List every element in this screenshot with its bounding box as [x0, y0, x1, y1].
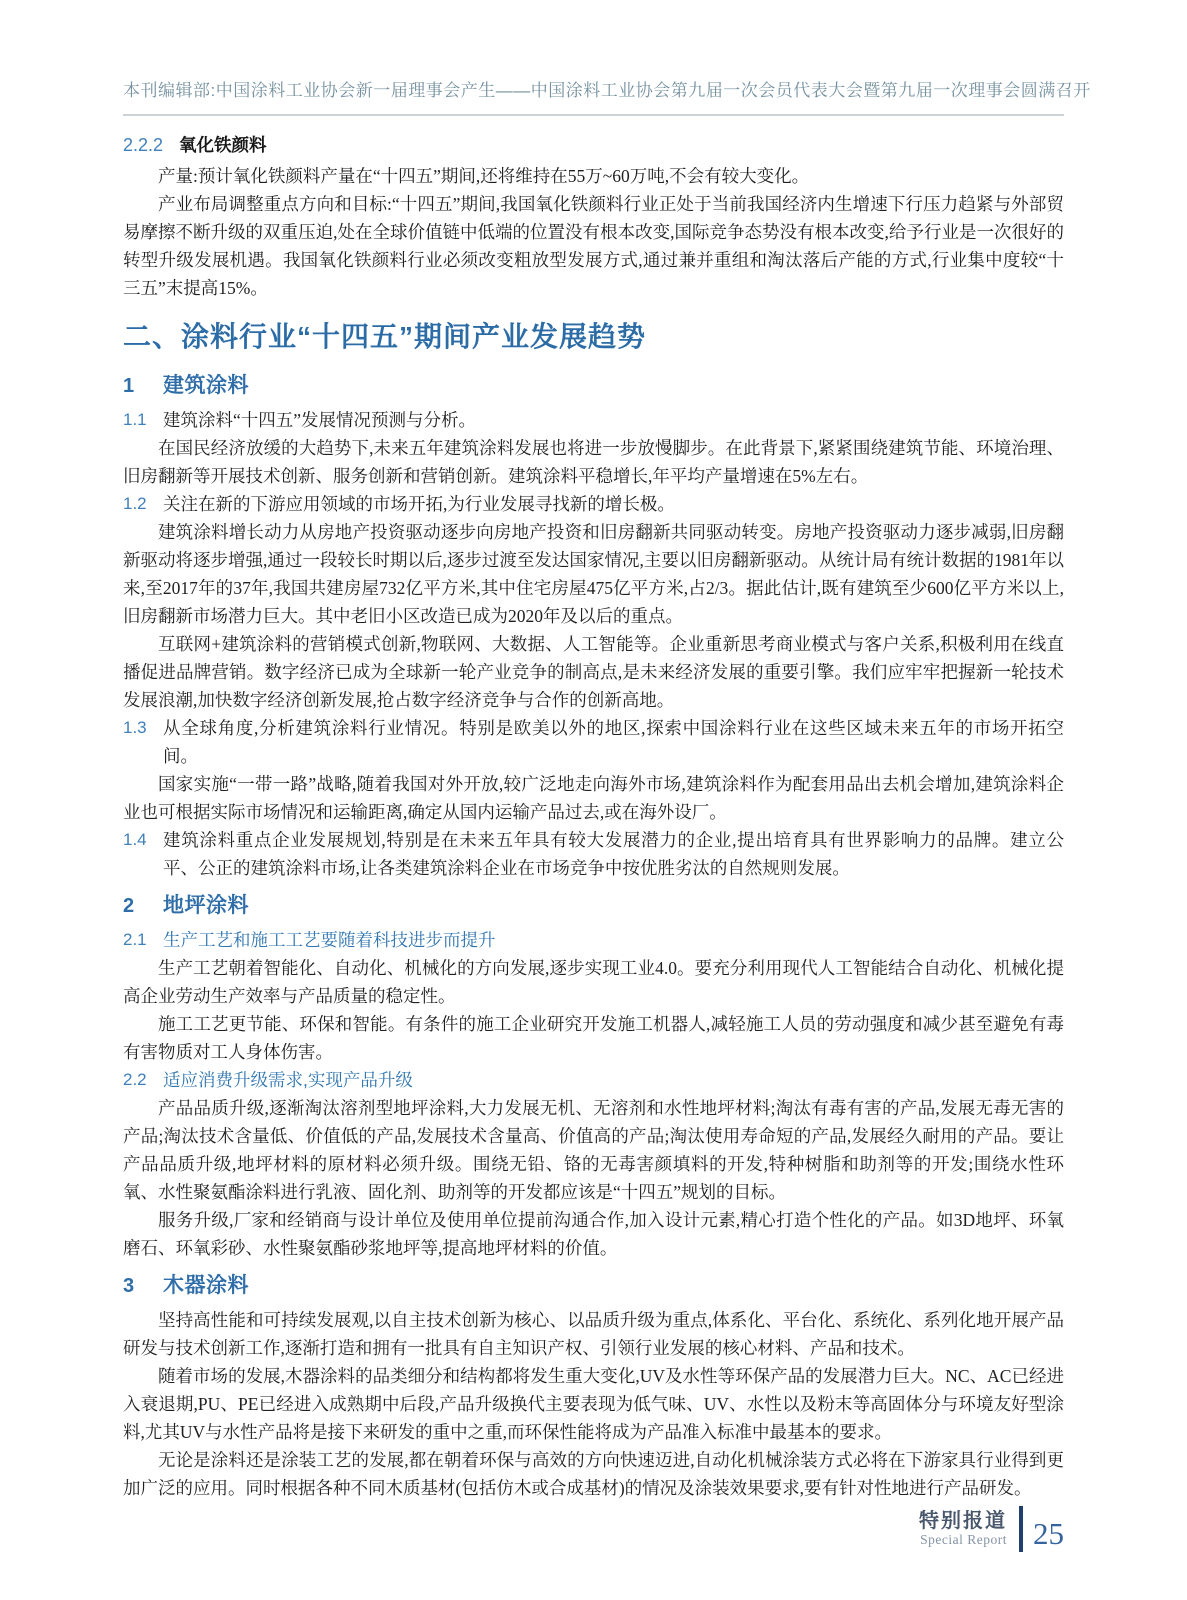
body-paragraph: 产品品质升级,逐渐淘汰溶剂型地坪涂料,大力发展无机、无溶剂和水性地坪材料;淘汰有毒有害的产品,发展无毒无害的产品;淘汰技术含量低、价值低的产品,发展技术含量高、价值高的产品;淘汰使用寿命短的产品,发展经久耐用的产品。要让产品品质升级,地坪材料的原材料必须升级。围绕无铅、铬的无毒害颜填料的开发,特种树脂和助剂等的开发;围绕水性环氧、水性聚氨酯涂料进行乳液、固化剂、助剂等的开发都应该是“十四五”规划的目标。: [123, 1098, 1064, 1202]
numbered-subheading-2-1: [123, 926, 1064, 954]
page-footer: [919, 1506, 1064, 1552]
section-number: 1: [123, 375, 135, 397]
item-text: 适应消费升级需求,实现产品升级: [163, 1070, 413, 1090]
body-paragraph: 无论是涂料还是涂装工艺的发展,都在朝着环保与高效的方向快速迈进,自动化机械涂装方式必将在下游家具行业得到更加广泛的应用。同时根据各种不同木质基材(包括仿木或合成基材)的情况及涂装效果要求,要有针对性地进行产品研发。: [123, 1450, 1064, 1498]
item-text: 从全球角度,分析建筑涂料行业情况。特别是欧美以外的地区,探索中国涂料行业在这些区域未来五年的市场开拓空间。: [163, 718, 1064, 766]
item-number: 1.3: [123, 718, 147, 737]
section-heading-2: [123, 890, 1064, 922]
footer-section-en: Special Report: [920, 1532, 1007, 1547]
item-number: 2.2: [123, 1070, 147, 1089]
body-paragraph: 随着市场的发展,木器涂料的品类细分和结构都将发生重大变化,UV及水性等环保产品的发展潜力巨大。NC、AC已经进入衰退期,PU、PE已经进入成熟期中后段,产品升级换代主要表现为低气味、UV、水性以及粉末等高固体分与环境友好型涂料,尤其UV与水性产品将是接下来研发的重中之重,而环保性能将成为产品准入标准中最基本的要求。: [123, 1366, 1064, 1442]
section-number: 2: [123, 895, 135, 917]
chapter-heading: 二、涂料行业“十四五”期间产业发展趋势: [123, 321, 647, 352]
numbered-item-1-2: [123, 490, 1064, 518]
body-paragraph: 国家实施“一带一路”战略,随着我国对外开放,较广泛地走向海外市场,建筑涂料作为配套用品出去机会增加,建筑涂料企业也可根据实际市场情况和运输距离,确定从国内运输产品过去,或在海外设厂。: [123, 774, 1064, 822]
footer-section-labels: [919, 1510, 1007, 1548]
item-number: 1.4: [123, 830, 147, 849]
body-paragraph: 建筑涂料增长动力从房地产投资驱动逐步向房地产投资和旧房翻新共同驱动转变。房地产投资驱动力逐步减弱,旧房翻新驱动将逐步增强,通过一段较长时期以后,逐步过渡至发达国家情况,主要以旧房翻新驱动。从统计局有统计数据的1981年以来,至2017年的37年,我国共建房屋732亿平方米,其中住宅房屋475亿平方米,占2/3。据此估计,既有建筑至少600亿平方米以上,旧房翻新市场潜力巨大。其中老旧小区改造已成为2020年及以后的重点。: [123, 522, 1064, 626]
body-paragraph: 生产工艺朝着智能化、自动化、机械化的方向发展,逐步实现工业4.0。要充分利用现代人工智能结合自动化、机械化提高企业劳动生产效率与产品质量的稳定性。: [123, 958, 1064, 1006]
body-paragraph: 施工工艺更节能、环保和智能。有条件的施工企业研究开发施工机器人,减轻施工人员的劳动强度和减少甚至避免有毒有害物质对工人身体伤害。: [123, 1014, 1064, 1062]
page-number: 25: [1033, 1515, 1064, 1551]
body-paragraph: 服务升级,厂家和经销商与设计单位及使用单位提前沟通合作,加入设计元素,精心打造个性化的产品。如3D地坪、环氧磨石、环氧彩砂、水性聚氨酯砂浆地坪等,提高地坪材料的价值。: [123, 1210, 1064, 1258]
body-paragraph: 互联网+建筑涂料的营销模式创新,物联网、大数据、人工智能等。企业重新思考商业模式与客户关系,积极利用在线直播促进品牌营销。数字经济已成为全球新一轮产业竞争的制高点,是未来经济发展的重要引擎。我们应牢牢把握新一轮技术发展浪潮,加快数字经济创新发展,抢占数字经济竞争与合作的创新高地。: [123, 634, 1064, 710]
footer-section-cn: 特别报道: [919, 1510, 1007, 1532]
header-banner: 本刊编辑部:中国涂料工业协会新一届理事会产生——中国涂料工业协会第九届一次会员代表大会暨第九届一次理事会圆满召开: [123, 76, 1064, 116]
item-text: 关注在新的下游应用领域的市场开拓,为行业发展寻找新的增长极。: [163, 494, 675, 514]
body-paragraph: 坚持高性能和可持续发展观,以自主技术创新为核心、以品质升级为重点,体系化、平台化、系统化、系列化地开展产品研发与技术创新工作,逐渐打造和拥有一批具有自主知识产权、引领行业发展的核心材料、产品和技术。: [123, 1310, 1064, 1358]
subsection-heading-2-2-2: [123, 130, 1064, 160]
numbered-item-1-4: [123, 826, 1064, 882]
numbered-subheading-2-2: [123, 1066, 1064, 1094]
section-number: 3: [123, 1275, 135, 1297]
section-title: 木器涂料: [163, 1274, 249, 1297]
item-number: 1.1: [123, 410, 147, 429]
item-text: 建筑涂料“十四五”发展情况预测与分析。: [163, 410, 477, 430]
item-text: 生产工艺和施工工艺要随着科技进步而提升: [163, 930, 496, 950]
item-number: 1.2: [123, 494, 147, 513]
numbered-item-1-3: [123, 714, 1064, 770]
item-number: 2.1: [123, 930, 147, 949]
section-title: 建筑涂料: [163, 374, 249, 397]
section-title: 地坪涂料: [163, 894, 249, 917]
body-paragraph: 产量:预计氧化铁颜料产量在“十四五”期间,还将维持在55万~60万吨,不会有较大变化。: [158, 166, 810, 186]
footer-divider-bar: [1019, 1506, 1023, 1552]
section-heading-1: [123, 370, 1064, 402]
numbered-item-1-1: [123, 406, 1064, 434]
subsection-number: 2.2.2: [123, 135, 164, 155]
item-text: 建筑涂料重点企业发展规划,特别是在未来五年具有较大发展潜力的企业,提出培育具有世界影响力的品牌。建立公平、公正的建筑涂料市场,让各类建筑涂料企业在市场竞争中按优胜劣汰的自然规则发展。: [163, 830, 1064, 878]
body-paragraph: 产业布局调整重点方向和目标:“十四五”期间,我国氧化铁颜料行业正处于当前我国经济内生增速下行压力趋紧与外部贸易摩擦不断升级的双重压迫,处在全球价值链中低端的位置没有根本改变,国际竞争态势没有根本改变,给予行业是一次很好的转型升级发展机遇。我国氧化铁颜料行业必须改变粗放型发展方式,通过兼并重组和淘汰落后产能的方式,行业集中度较“十三五”末提高15%。: [123, 194, 1064, 298]
subsection-title: 氧化铁颜料: [179, 135, 267, 155]
section-heading-3: [123, 1270, 1064, 1302]
body-paragraph: 在国民经济放缓的大趋势下,未来五年建筑涂料发展也将进一步放慢脚步。在此背景下,紧紧围绕建筑节能、环境治理、旧房翻新等开展技术创新、服务创新和营销创新。建筑涂料平稳增长,年平均产量增速在5%左右。: [123, 438, 1064, 486]
